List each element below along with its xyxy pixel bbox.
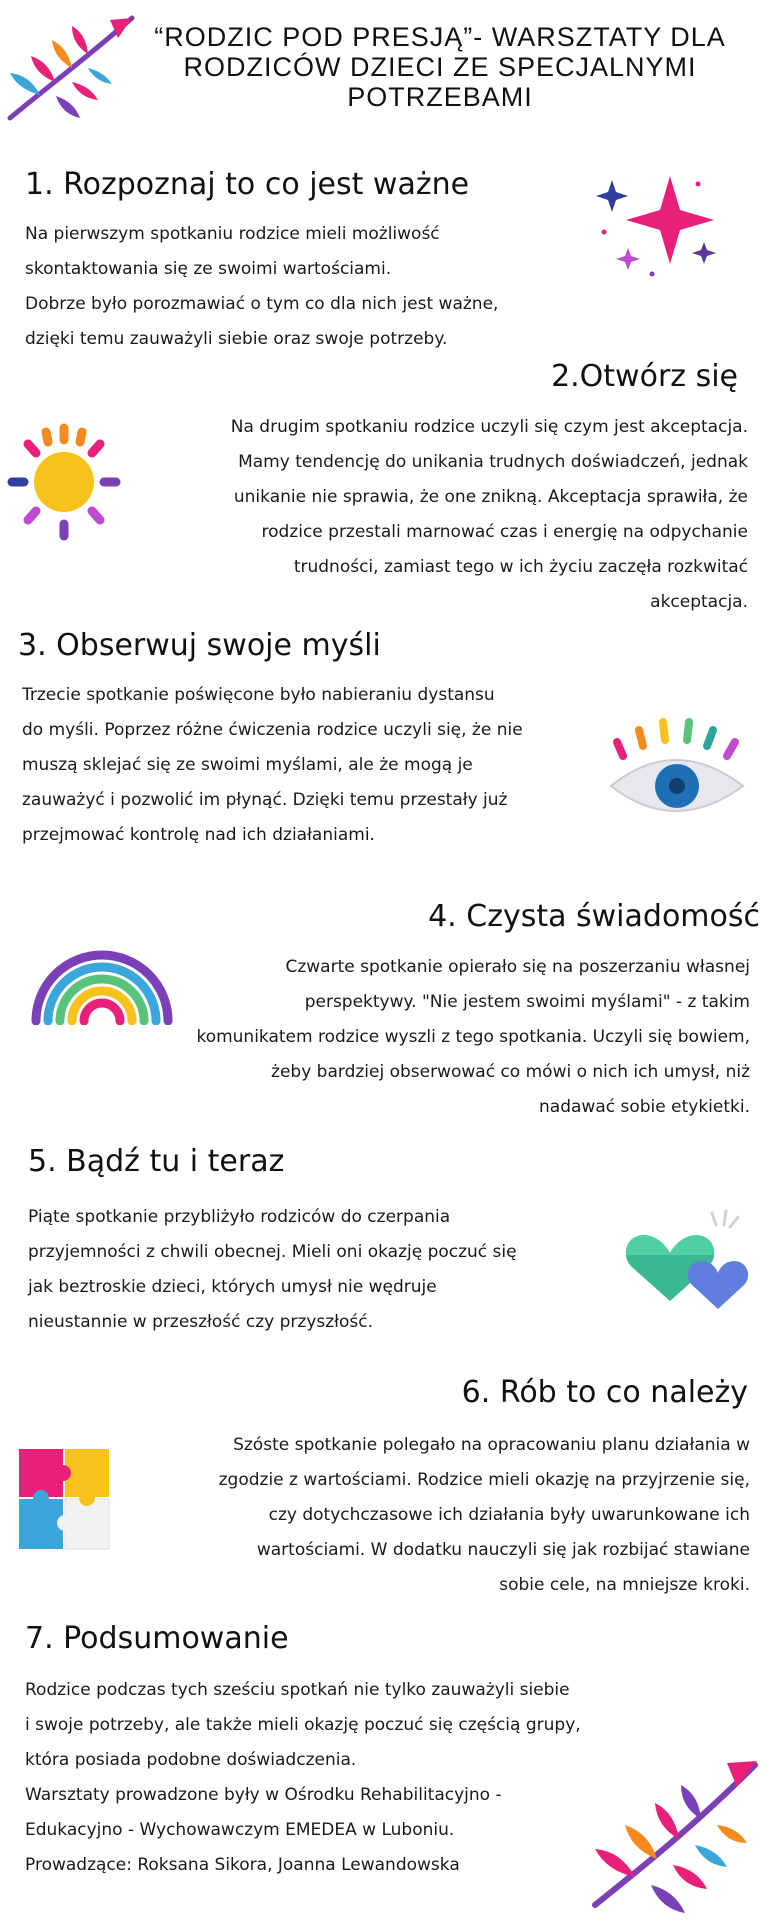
section-5-text: Piąte spotkanie przybliżyło rodziców do czerpania przyjemności z chwili obecnej. Mieli oni okazję poczuć się jak beztroskie dzieci, których umysł nie wędruje nieustannie w przeszłość czy przyszłość. <box>28 1207 517 1332</box>
sun-icon <box>2 420 127 545</box>
section-2-heading: 2.Otwórz się <box>551 359 738 394</box>
section-4-text: Czwarte spotkanie opierało się na poszerzaniu własnej perspektywy. "Nie jestem swoimi myślami" - z takim komunikatem rodzice wyszli z tego spotkania. Uczyli się bowiem, żeby bardziej obserwować co mówi o nich ich umysł, niż nadawać sobie etykietki. <box>196 957 750 1117</box>
section-1-heading: 1. Rozpoznaj to co jest ważne <box>25 167 470 202</box>
section-5-heading: 5. Bądź tu i teraz <box>28 1144 285 1179</box>
section-7-text: Rodzice podczas tych sześciu spotkań nie tylko zauważyli siebie i swoje potrzeby, ale także mieli okazję poczuć się częścią grupy, która posiada podobne doświadczenia. Warsztaty prowadzone były w Ośrodku Rehabilitacyjno - Edukacyjno - Wychowawczym EMEDEA w Luboniu. Prowadzące: Roksana Sikora, Joanna Lewandowska <box>25 1680 581 1875</box>
hearts-icon <box>620 1205 750 1315</box>
rainbow-icon <box>28 935 178 1025</box>
section-1-text: Na pierwszym spotkaniu rodzice mieli możliwość skontaktowania się ze swoimi wartościami. Dobrze było porozmawiać o tym co dla nich jest ważne, dzięki temu zauważyli siebie oraz swoje potrzeby. <box>25 224 499 349</box>
sparkles-icon <box>592 170 722 280</box>
arrow-top-left-icon <box>0 0 140 130</box>
section-6-text: Szóste spotkanie polegało na opracowaniu planu działania w zgodzie z wartościami. Rodzice mieli okazję na przyjrzenie się, czy dotychczasowe ich działania były uwarunkowane ich wartościami. W dodatku nauczyli się jak rozbijać stawiane sobie cele, na mniejsze kroki. <box>218 1435 750 1595</box>
page-title: “RODZIC POD PRESJĄ”- WARSZTATY DLA RODZICÓW DZIECI ZE SPECJALNYMI POTRZEBAMI <box>154 22 726 112</box>
eye-icon <box>605 712 755 822</box>
section-6-heading: 6. Rób to co należy <box>461 1375 748 1410</box>
section-4-heading: 4. Czysta świadomość <box>428 899 760 934</box>
section-3-text: Trzecie spotkanie poświęcone było nabieraniu dystansu do myśli. Poprzez różne ćwiczenia rodzice uczyli się, że nie muszą sklejać się ze swoimi myślami, ale że mogą je zauważyć i pozwolić im płynąć. Dzięki temu przestały już przejmować kontrolę nad ich działaniami. <box>22 685 523 845</box>
arrow-bottom-right-icon <box>585 1745 765 1915</box>
section-3-heading: 3. Obserwuj swoje myśli <box>18 628 381 663</box>
section-2-text: Na drugim spotkaniu rodzice uczyli się czym jest akceptacja. Mamy tendencję do unikania trudnych doświadczeń, jednak unikanie nie sprawia, że one znikną. Akceptacja sprawiła, że rodzice przestali marnować czas i energię na odpychanie trudności, zamiast tego w ich życiu zaczęła rozkwitać akceptacja. <box>230 417 748 612</box>
section-7-heading: 7. Podsumowanie <box>25 1621 289 1656</box>
puzzle-icon <box>15 1445 115 1555</box>
